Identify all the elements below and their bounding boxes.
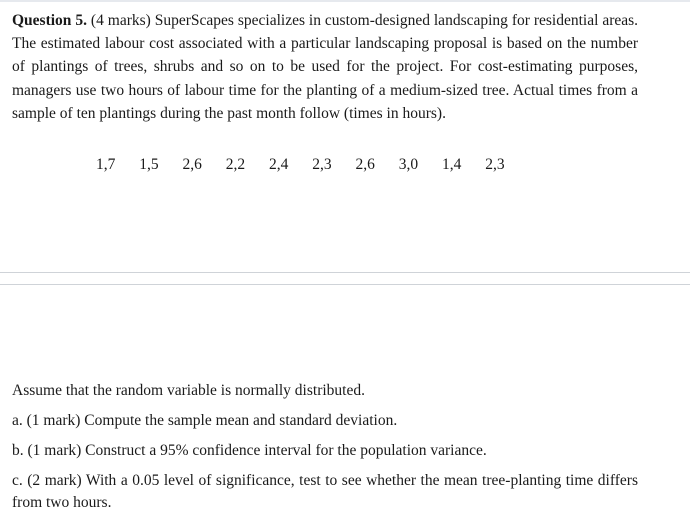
sample-values [96, 155, 525, 175]
assumption-text: Assume that the random variable is normally distributed. [12, 382, 365, 399]
question-text [12, 9, 638, 125]
sample-value: 2,6 [182, 156, 202, 173]
question-marks: (4 marks) [90, 12, 151, 29]
sample-value: 2,6 [355, 156, 375, 173]
sample-value: 2,3 [312, 156, 332, 173]
divider [0, 284, 690, 285]
sample-value: 2,2 [225, 156, 246, 173]
top-rule [0, 0, 690, 2]
sample-value: 2,3 [485, 156, 505, 173]
part-c: c. (2 mark) With a 0.05 level of significance, test to see whether the mean tree-planting time differs from two hours. [12, 472, 638, 511]
question-body: SuperScapes specializes in custom-designed landscaping for residential areas. The estimated labour cost associated with a particular landscaping proposal is based on the number of plantings of trees, shrubs and so on to be used for the project. For cost-estimating purposes, managers use two hours of labour time for the planting of a medium-sized tree. Actual times from a sample of ten plantings during the past month follow (times in hours). [12, 12, 639, 122]
divider [0, 272, 690, 273]
sample-value: 1,4 [442, 156, 462, 173]
question-parts [12, 380, 638, 522]
part-b: b. (1 mark) Construct a 95% confidence interval for the population variance. [12, 442, 487, 459]
sample-value: 1,5 [139, 156, 159, 173]
part-a: a. (1 mark) Compute the sample mean and standard deviation. [12, 412, 398, 429]
sample-value: 1,7 [96, 156, 116, 173]
sample-value: 3,0 [398, 156, 419, 173]
question-heading: Question 5. [12, 12, 87, 29]
sample-value: 2,4 [269, 156, 289, 173]
